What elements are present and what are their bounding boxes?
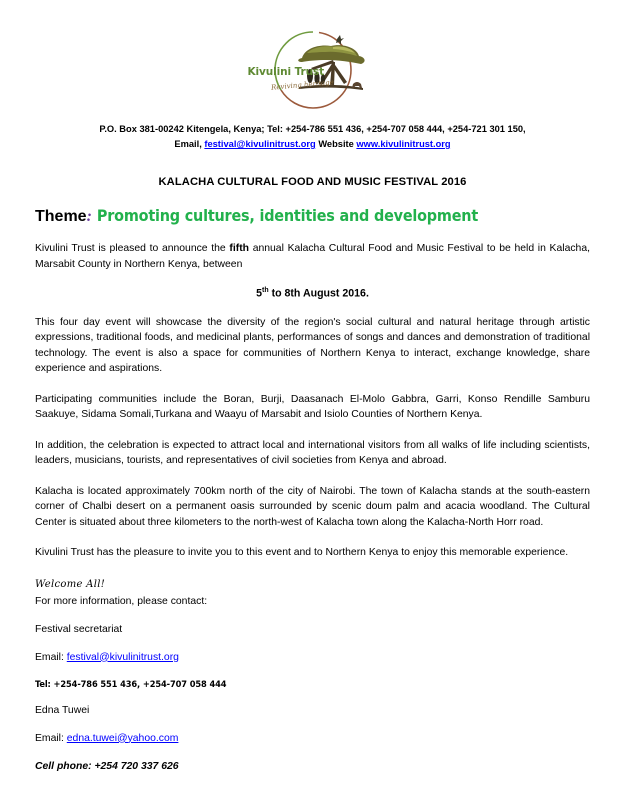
more-information-line: For more information, please contact: (35, 595, 208, 607)
intro-bold-fifth: fifth (229, 243, 250, 254)
festival-secretariat-label: Festival secretariat (35, 623, 123, 635)
paragraph-showcase: This four day event will showcase the diversity of the region's social cultural and natural heritage through artistic expressions, traditional foods, and medicinal plants, performances of songs and dances and demonstration of traditional technology. The event is also a space for communities of Northern Kenya to interact, exchange knowledge, share experience and aspirations. (35, 316, 590, 375)
header-email-line (35, 137, 590, 152)
date-ordinal-suffix: th (262, 287, 269, 294)
logo-block (35, 0, 590, 114)
logo-wordmark: Kivulini Trust (247, 66, 325, 78)
header-email-link[interactable]: festival@kivulinitrust.org (204, 139, 316, 149)
person-email-line (35, 731, 590, 746)
secretariat-tel-line: Tel: +254-786 551 436, +254-707 058 444 (35, 678, 227, 690)
paragraph-intro (35, 241, 590, 272)
theme-label: Theme (35, 208, 87, 225)
person-email-label: Email: (35, 732, 64, 744)
logo-tagline: Reviving heritage (270, 78, 334, 92)
header-contact (35, 122, 590, 152)
secretariat-email-link[interactable]: festival@kivulinitrust.org (66, 651, 179, 663)
page-title: KALACHA CULTURAL FOOD AND MUSIC FESTIVAL 2016 (158, 176, 467, 188)
paragraph-visitors: In addition, the celebration is expected to attract local and international visitors from all walks of life including scientists, leaders, musicians, tourists, and representatives of civil societies from Kenya and abroad. (35, 439, 590, 467)
header-website-link[interactable]: www.kivulinitrust.org (356, 139, 451, 149)
festival-date (35, 287, 590, 300)
header-postal-line: P.O. Box 381-00242 Kitengela, Kenya; Tel: +254-786 551 436, +254-707 058 444, +254-721 301 150, (99, 124, 526, 134)
paragraph-communities: Participating communities include the Boran, Burji, Daasanach El-Molo Gabbra, Garri, Konso Rendille Samburu Saakuye, Sidama Somali,Turkana and Waayu of Marsabit and Isiolo Counties of Northern Kenya. (35, 393, 590, 421)
header-email-label: Email, (174, 139, 202, 149)
secretariat-email-line (35, 650, 590, 665)
header-website-label: Website (318, 139, 354, 149)
intro-before: Kivulini Trust is pleased to announce the (35, 243, 230, 254)
paragraph-invitation: Kivulini Trust has the pleasure to invite you to this event and to Northern Kenya to enjoy this memorable experience. (35, 547, 569, 559)
kivulini-trust-logo (247, 26, 379, 114)
contact-person-name: Edna Tuwei (35, 704, 90, 716)
date-suffix: to 8th August 2016. (268, 287, 369, 300)
paragraph-location: Kalacha is located approximately 700km north of the city of Nairobi. The town of Kalacha stands at the south-eastern corner of Chalbi desert on a permanent oasis surrounded by scenic doum palm and acacia woodland. The Cultural Center is situated about three kilometers to the north-west of Kalacha town along the Kalacha-North Horr road. (35, 485, 590, 528)
cell-phone-line: Cell phone: +254 720 337 626 (35, 760, 179, 772)
secretariat-email-label: Email: (35, 651, 64, 663)
theme-text: Promoting cultures, identities and development (96, 206, 479, 225)
welcome-note: Welcome All! (35, 578, 106, 590)
date-prefix: 5 (256, 287, 263, 300)
theme-colon: : (86, 208, 92, 225)
intro-after: annual Kalacha Cultural Food and Music Festival to be held in Kalacha, Marsabit County in Northern Kenya, between (35, 243, 590, 270)
theme-line (35, 206, 590, 226)
person-email-link[interactable]: edna.tuwei@yahoo.com (66, 732, 179, 744)
